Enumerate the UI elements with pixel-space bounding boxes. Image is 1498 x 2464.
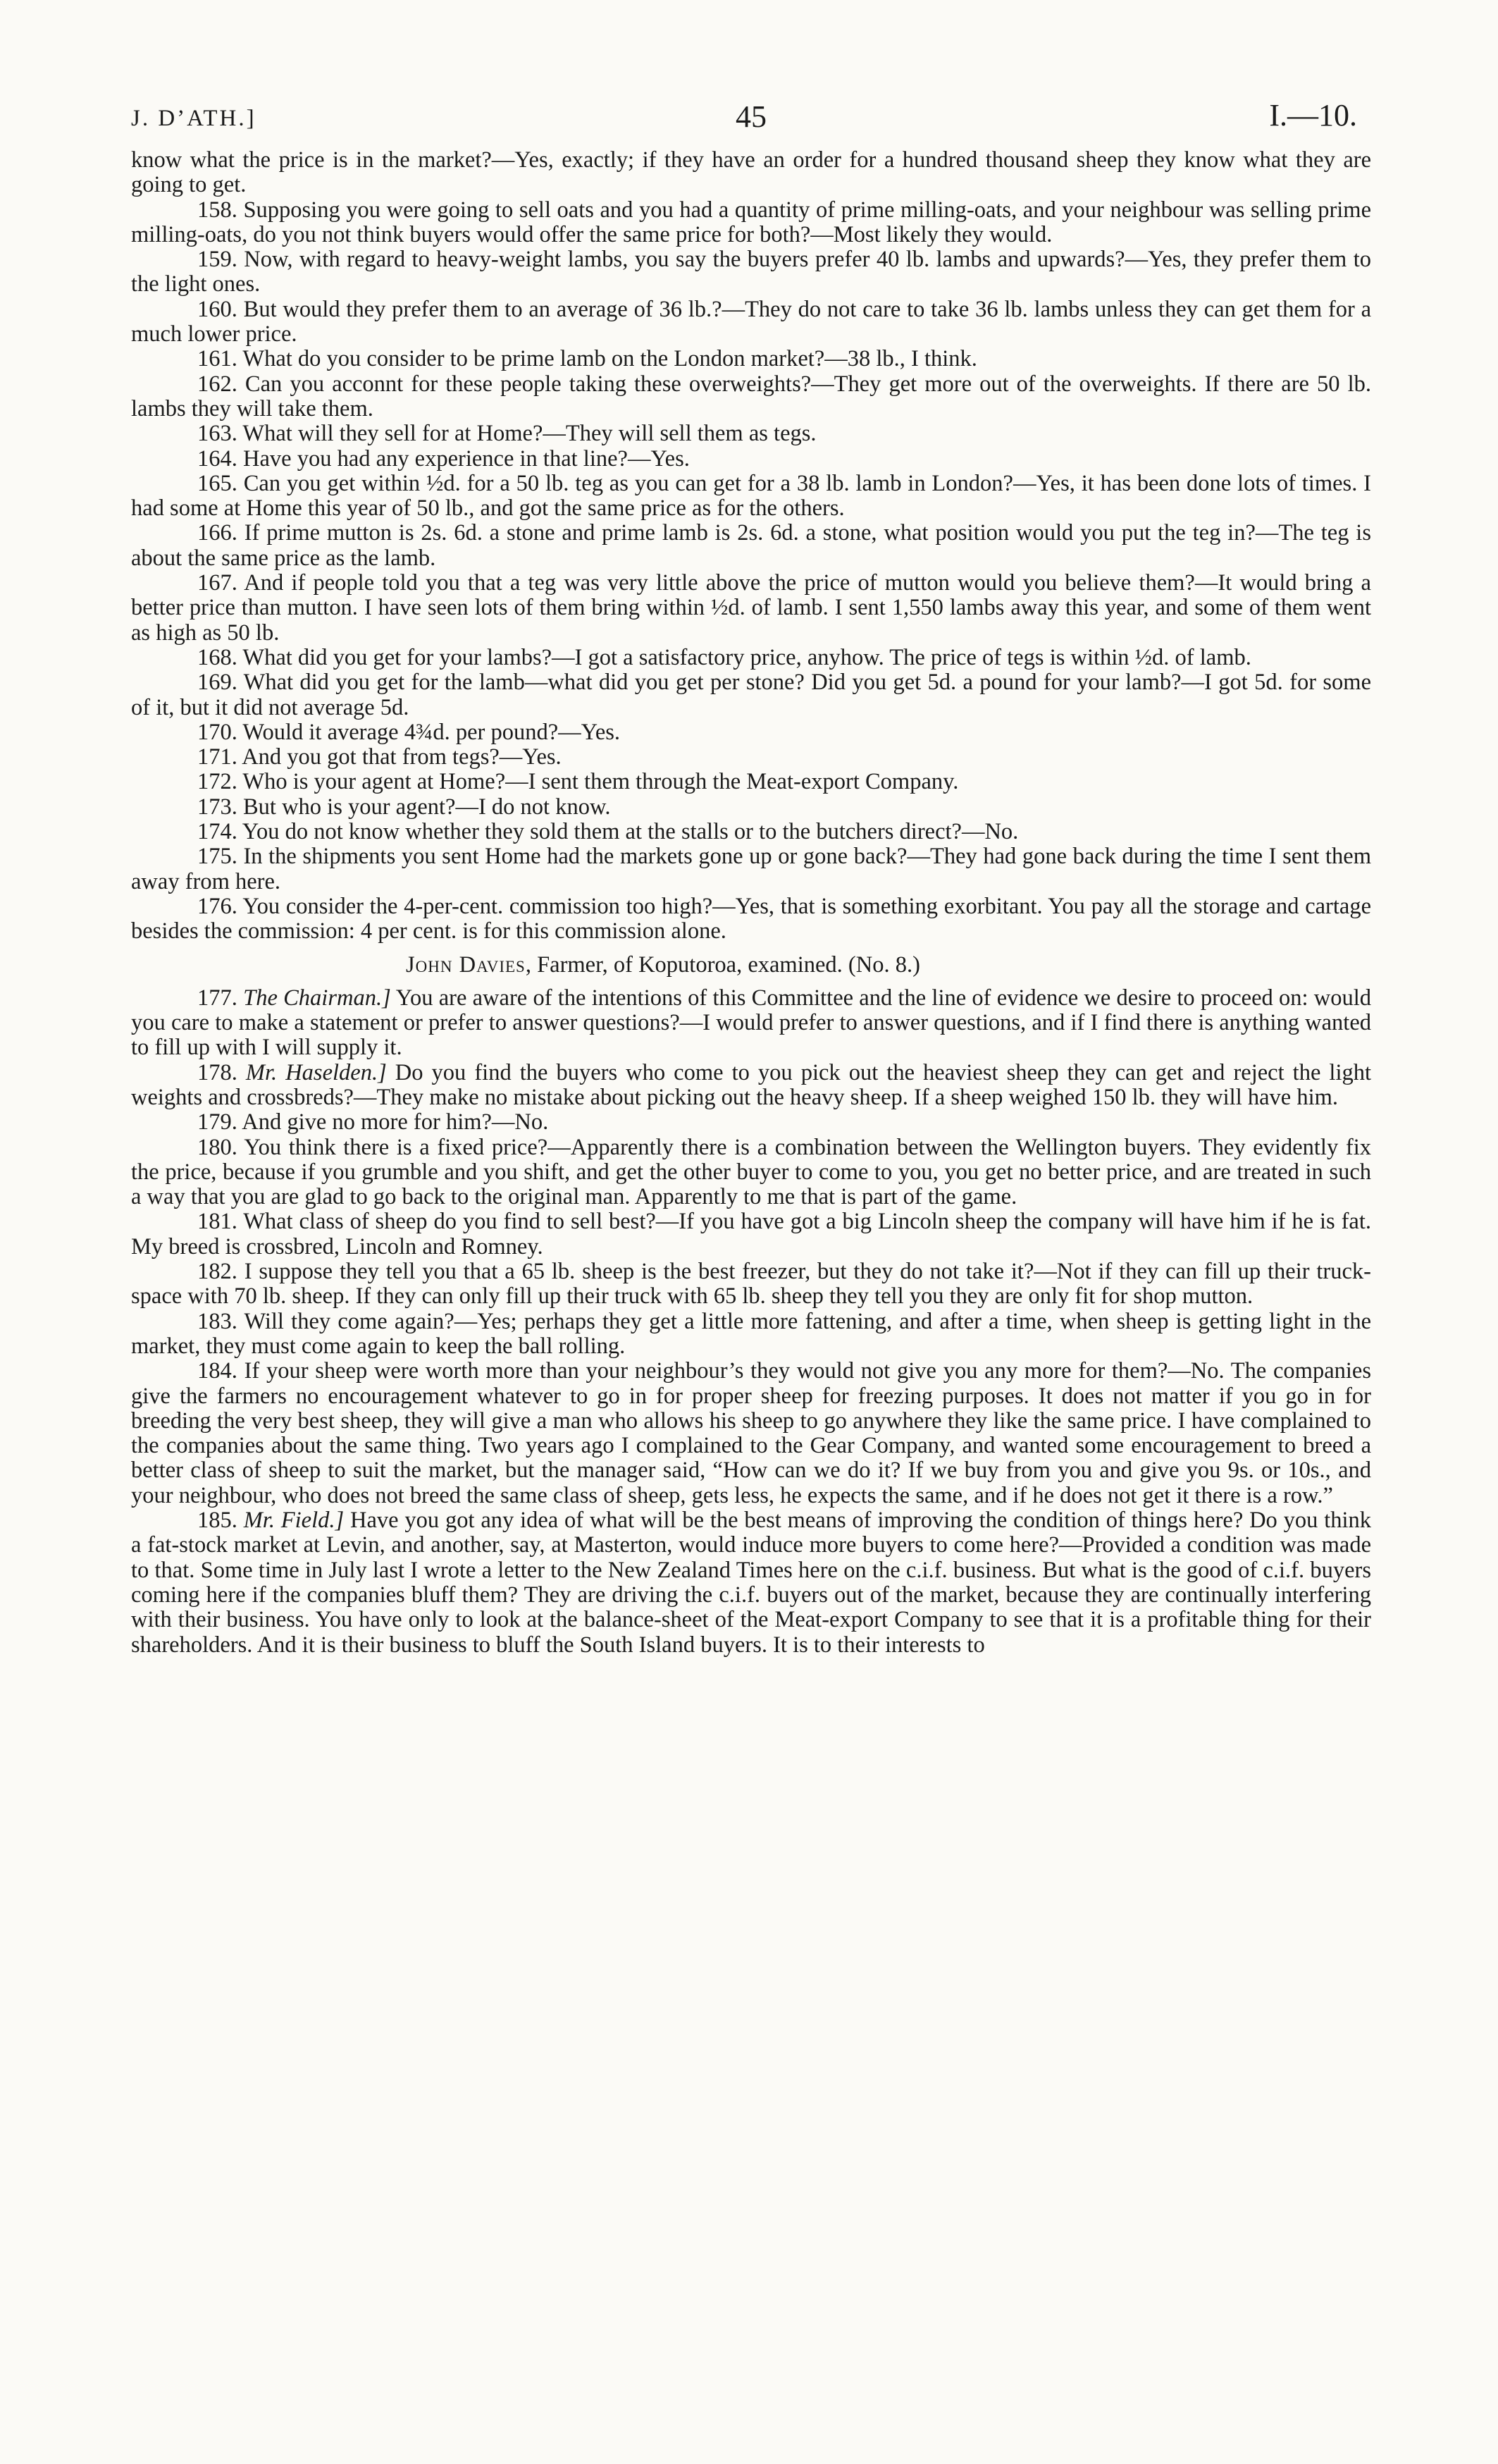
- paragraph: 163. What will they sell for at Home?—They will sell them as tegs.: [197, 421, 817, 447]
- paragraph-text: What class of sheep do you find to sell best?—If you have got a big Lincoln sheep the company will have him if he is fat. My breed is crossbred, Lincoln and Romney.: [131, 1209, 1371, 1259]
- paragraph: 172. Who is your agent at Home?—I sent them through the Meat-export Company.: [197, 769, 959, 795]
- paragraph: know what the price is in the market?—Yes, exactly; if they have an order for a hundred thousand sheep they know what they are going to get.: [131, 147, 1371, 198]
- paragraph: 167. And if people told you that a teg was very little above the price of mutton would you believe them?—It would bring a better price than mutton. I have seen lots of them bring within ½d. of lamb. I sent 1,550 lambs away this year, and some of them went as high as 50 lb.: [131, 570, 1371, 646]
- paragraph: 176. You consider the 4-per-cent. commission too high?—Yes, that is something exorbitant. You pay all the storage and cartage besides the commission: 4 per cent. is for this commission alone.: [131, 893, 1371, 944]
- paragraph: [131, 1359, 1371, 1508]
- question-number: 185.: [197, 1508, 237, 1534]
- paragraph: 166. If prime mutton is 2s. 6d. a stone and prime lamb is 2s. 6d. a stone, what position would you put the teg in?—The teg is about the same price as the lamb.: [131, 520, 1371, 571]
- paragraph: 165. Can you get within ½d. for a 50 lb. teg as you can get for a 38 lb. lamb in London?—Yes, it has been done lots of times. I had some at Home this year of 50 lb., and got the same price as for the others.: [131, 470, 1371, 522]
- question-number: 179.: [197, 1109, 237, 1135]
- question-number: 177.: [197, 985, 237, 1011]
- page-header: [131, 85, 1371, 148]
- question-number: 178.: [197, 1059, 237, 1085]
- speaker-label: The Chairman.]: [243, 985, 391, 1011]
- paragraph: 159. Now, with regard to heavy-weight lambs, you say the buyers prefer 40 lb. lambs and upwards?—Yes, they prefer them to the light ones.: [131, 247, 1371, 297]
- question-number: 183.: [197, 1308, 237, 1334]
- evidence-body-2: [131, 986, 1371, 1658]
- paragraph: 173. But who is your agent?—I do not know.: [197, 794, 611, 820]
- speaker-label: Mr. Field.]: [243, 1508, 345, 1534]
- paragraph-text: Do you find the buyers who come to you pick out the heaviest sheep they can get and reject the light weights and crossbreds?—They make no mistake about picking out the heavy sheep. If a sheep weighed 150 lb. they will have him.: [131, 1059, 1372, 1110]
- paragraph-text: You are aware of the intentions of this Committee and the line of evidence we desire to proceed on: would you care to make a statement or prefer to answer questions?—I would prefer to answer questions, and if I find there is anything wanted to fill up with I will supply it.: [131, 985, 1372, 1061]
- paragraph-text: Will they come again?—Yes; perhaps they get a little more fattening, and after a time, when sheep is getting light in the market, they must come again to keep the ball rolling.: [131, 1308, 1371, 1359]
- paragraph: 161. What do you consider to be prime lamb on the London market?—38 lb., I think.: [197, 346, 977, 372]
- paragraph-text: And give no more for him?—No.: [242, 1109, 549, 1135]
- paragraph: [131, 986, 1371, 1061]
- header-paper-ref: I.—10.: [1269, 98, 1357, 133]
- paragraph: 168. What did you get for your lambs?—I got a satisfactory price, anyhow. The price of tegs is within ½d. of lamb.: [197, 644, 1251, 670]
- paragraph: 162. Can you acconnt for these people taking these overweights?—They get more out of the overweights. If there are 50 lb. lambs they will take them.: [131, 371, 1371, 421]
- evidence-body-1: [131, 148, 1371, 944]
- paragraph: [131, 1061, 1371, 1111]
- question-number: 182.: [197, 1259, 237, 1285]
- paragraph: 164. Have you had any experience in that line?—Yes.: [197, 445, 690, 472]
- document-page: [131, 85, 1371, 1658]
- witness-description: , Farmer, of Koputoroa, examined. (No. 8.): [525, 951, 920, 978]
- question-number: 184.: [197, 1358, 237, 1384]
- paragraph: [131, 1259, 1371, 1310]
- paragraph: [131, 1508, 1371, 1658]
- paragraph: [131, 1110, 1371, 1135]
- question-number: 180.: [197, 1134, 237, 1160]
- question-number: 181.: [197, 1209, 237, 1235]
- paragraph: 160. But would they prefer them to an average of 36 lb.?—They do not care to take 36 lb. lambs unless they can get them for a much lower price.: [131, 296, 1371, 347]
- paragraph-text: I suppose they tell you that a 65 lb. sheep is the best freezer, but they do not take it?—Not if they can fill up their truck-space with 70 lb. sheep. If they can only fill up their truck with 65 lb. sheep they tell you they are only fit for shop mutton.: [131, 1259, 1371, 1310]
- paragraph-text: Have you got any idea of what will be the best means of improving the condition of things here? Do you think a fat-stock market at Levin, and another, say, at Masterton, would induce more buyers to come here?—Provided a condition was made to that. Some time in July last I wrote a letter to the New Zealand Times here on the c.i.f. business. But what is the good of c.i.f. buyers coming here if the companies bluff them? They are driving the c.i.f. buyers out of the market, because they are continually interfering with their business. You have only to look at the balance-sheet of the Meat-export Company to see that it is a profitable thing for their shareholders. And it is their business to bluff the South Island buyers. It is to their interests to: [131, 1508, 1372, 1658]
- page-number: 45: [736, 99, 767, 134]
- paragraph: 175. In the shipments you sent Home had the markets gone up or gone back?—They had gone back during the time I sent them away from here.: [131, 844, 1371, 894]
- paragraph: [131, 1310, 1371, 1360]
- paragraph: [131, 1135, 1371, 1210]
- paragraph-text: You think there is a fixed price?—Apparently there is a combination between the Wellington buyers. They evidently fix the price, because if you grumble and you shift, and get the other buyer to come to you, you get no better price, and are treated in such a way that you are glad to go back to the original man. Apparently to me that is part of the game.: [131, 1134, 1371, 1210]
- paragraph: [131, 1209, 1371, 1259]
- witness-heading: [131, 953, 1371, 978]
- witness-name: John Davies: [406, 951, 526, 978]
- paragraph: 169. What did you get for the lamb—what did you get per stone? Did you get 5d. a pound for your lamb?—I got 5d. for some of it, but it did not average 5d.: [131, 670, 1371, 720]
- paragraph: 174. You do not know whether they sold them at the stalls or to the butchers direct?—No.: [197, 819, 1019, 845]
- paragraph: 158. Supposing you were going to sell oats and you had a quantity of prime milling-oats, and your neighbour was selling prime milling-oats, do you not think buyers would offer the same price for both?—Most likely they would.: [131, 197, 1371, 247]
- header-witness: J. D’ATH.]: [131, 106, 256, 131]
- speaker-label: Mr. Haselden.]: [245, 1059, 387, 1085]
- paragraph-text: If your sheep were worth more than your neighbour’s they would not give you any more for them?—No. The companies give the farmers no encouragement whatever to go in for proper sheep for freezing purposes. It does not matter if you go in for breeding the very best sheep, they will give a man who allows his sheep to go anywhere they like the same price. I have complained to the companies about the same thing. Two years ago I complained to the Gear Company, and wanted some encouragement to breed a better class of sheep to suit the market, but the manager said, “How can we do it? If we buy from you and give you 9s. or 10s., and your neighbour, who does not breed the same class of sheep, gets less, he expects the same, and if he does not get it there is a row.”: [131, 1358, 1371, 1508]
- paragraph: 170. Would it average 4¾d. per pound?—Yes.: [197, 719, 621, 745]
- paragraph: 171. And you got that from tegs?—Yes.: [197, 744, 562, 770]
